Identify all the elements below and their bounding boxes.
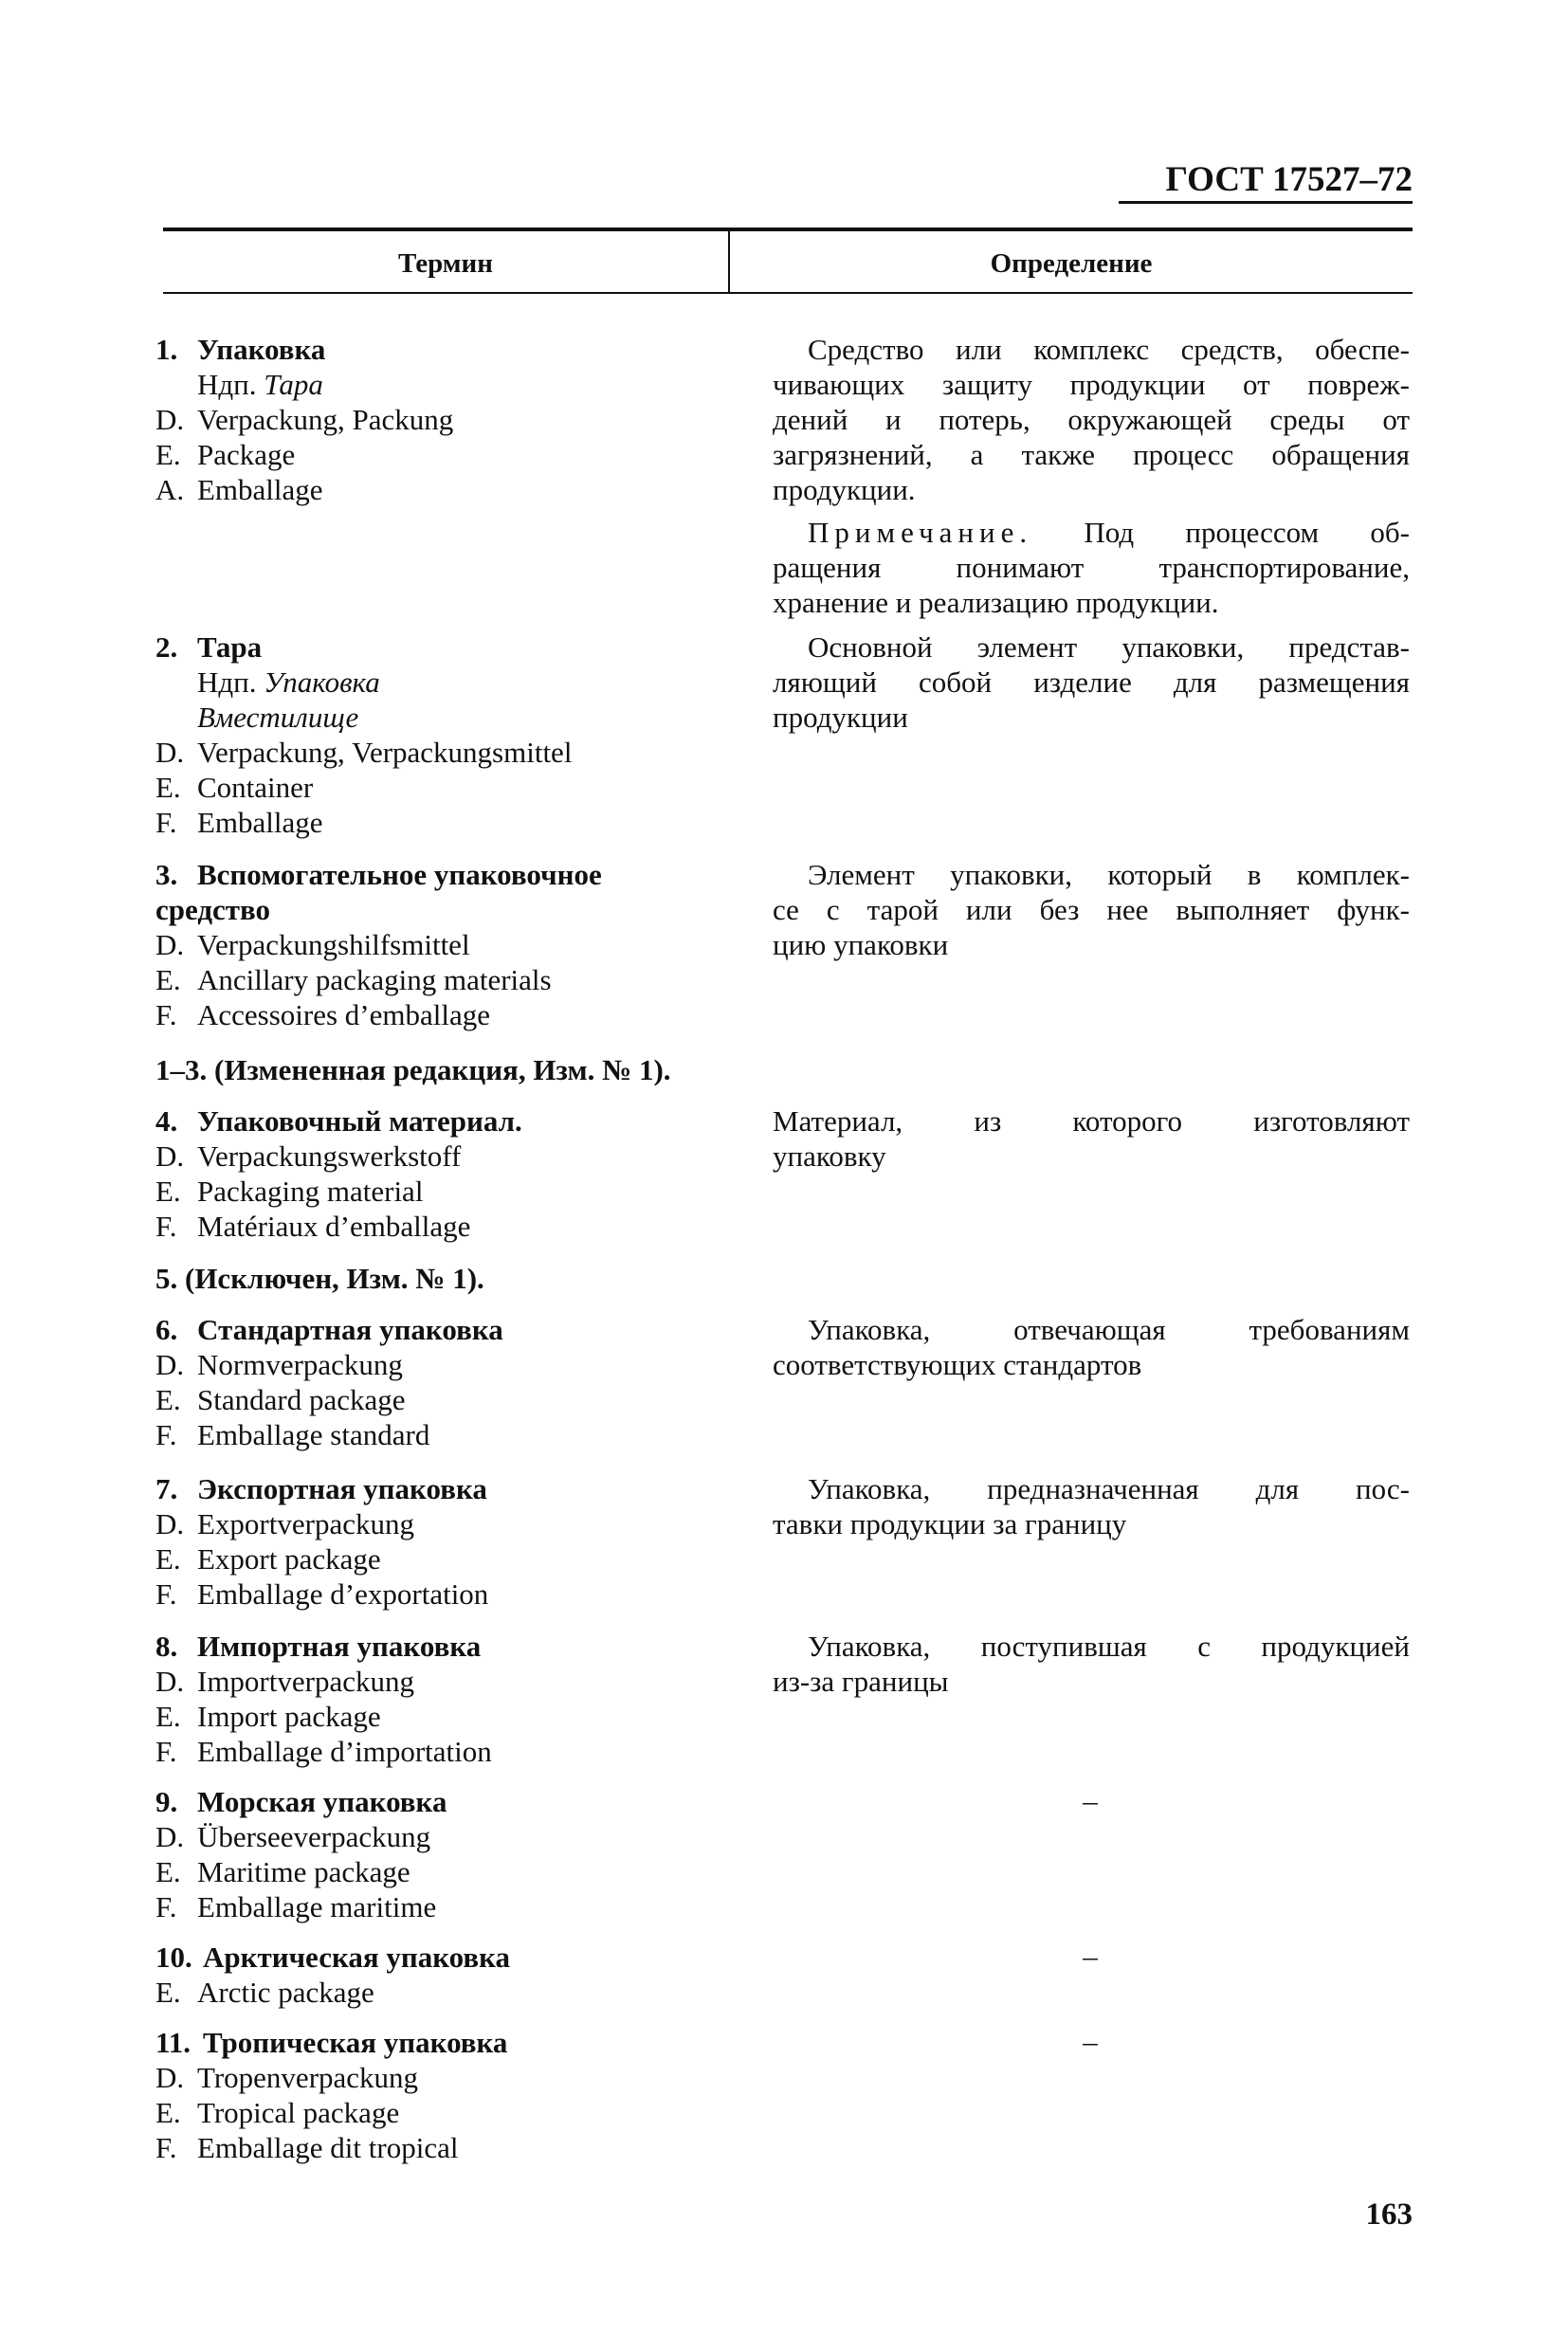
- lang-code: D.: [155, 1348, 185, 1381]
- definition-line: ляющий собой изделие для размещения: [773, 665, 1410, 699]
- term-name: Морская упаковка: [197, 1785, 447, 1818]
- lang-term: Ancillary packaging materials: [197, 963, 552, 996]
- lang-term: Accessoires d’emballage: [197, 998, 491, 1031]
- term-name-continuation: средство: [155, 893, 271, 926]
- definition-line: продукции: [773, 701, 908, 734]
- term-entry-1: [155, 332, 762, 507]
- lang-code: F.: [155, 806, 177, 839]
- lang-code: D.: [155, 1820, 185, 1853]
- term-entry-11: [155, 2025, 762, 2165]
- definition-line: дений и потерь, окружающей среды от: [773, 403, 1410, 436]
- entry-number: 9.: [155, 1785, 178, 1818]
- lang-term: Standard package: [197, 1383, 406, 1416]
- ndp-label: Ндп.: [197, 665, 257, 699]
- term-name: Арктическая упаковка: [203, 1941, 511, 1974]
- definition-4: [773, 1103, 1410, 1174]
- definition-line: загрязнений, а также процесс обращения: [773, 438, 1410, 471]
- entry-number: 4.: [155, 1104, 178, 1138]
- definition-7: [773, 1471, 1410, 1541]
- lang-code: E.: [155, 963, 181, 996]
- amendment-note: 1–3. (Измененная редакция, Изм. № 1).: [155, 1053, 671, 1086]
- lang-code: D.: [155, 1665, 185, 1698]
- lang-code: D.: [155, 1507, 185, 1540]
- lang-term: Matériaux d’emballage: [197, 1210, 471, 1243]
- entry-number: 3.: [155, 858, 178, 891]
- definition-line: Элемент упаковки, который в комплек-: [808, 858, 1410, 891]
- term-entry-6: [155, 1312, 762, 1452]
- lang-code: E.: [155, 438, 181, 471]
- term-name: Тропическая упаковка: [203, 2026, 508, 2059]
- lang-term: Exportverpackung: [197, 1507, 414, 1540]
- lang-term: Import package: [197, 1700, 381, 1733]
- definition-line: цию упаковки: [773, 928, 949, 961]
- lang-code: F.: [155, 998, 177, 1031]
- definition-line: Материал, из которого изготовляют: [773, 1104, 1410, 1138]
- lang-term: Verpackungswerkstoff: [197, 1139, 462, 1173]
- term-entry-8: [155, 1629, 762, 1769]
- definition-2: [773, 629, 1410, 735]
- lang-term: Normverpackung: [197, 1348, 403, 1381]
- ndp-term: Вместилище: [197, 701, 359, 734]
- lang-code: F.: [155, 1418, 177, 1451]
- column-header-definition: Определение: [990, 248, 1153, 279]
- term-entry-10: [155, 1940, 762, 2010]
- lang-code: E.: [155, 1542, 181, 1576]
- definition-dash-11: –: [1083, 2025, 1098, 2058]
- lang-term: Export package: [197, 1542, 381, 1576]
- lang-term: Verpackung, Packung: [197, 403, 454, 436]
- lang-term: Container: [197, 771, 314, 804]
- term-name: Вспомогательное упаковочное: [197, 858, 602, 891]
- definition-line: тавки продукции за границу: [773, 1507, 1127, 1540]
- term-entry-7: [155, 1471, 762, 1612]
- page-number: 163: [1365, 2197, 1413, 2232]
- note-line: [773, 515, 1410, 550]
- table-header-bottom-rule: [163, 292, 1413, 294]
- definition-1: [773, 332, 1410, 620]
- lang-term: Überseeverpackung: [197, 1820, 431, 1853]
- lang-code: D.: [155, 928, 185, 961]
- document-code-underline: [1119, 201, 1413, 204]
- lang-code: F.: [155, 1577, 177, 1611]
- definition-3: [773, 857, 1410, 962]
- definition-line: упаковку: [773, 1139, 886, 1173]
- definition-line: из-за границы: [773, 1665, 949, 1698]
- lang-code: F.: [155, 2131, 177, 2164]
- term-entry-2: [155, 629, 762, 840]
- definition-line: Упаковка, поступившая с продукцией: [808, 1630, 1410, 1663]
- lang-code: D.: [155, 1139, 185, 1173]
- lang-term: Emballage: [197, 473, 323, 506]
- lang-code: E.: [155, 1976, 181, 2009]
- entry-number: 8.: [155, 1630, 178, 1663]
- lang-code: F.: [155, 1210, 177, 1243]
- lang-code: E.: [155, 1175, 181, 1208]
- lang-term: Emballage dit tropical: [197, 2131, 459, 2164]
- note-line: хранение и реализацию продукции.: [773, 586, 1219, 619]
- ndp-term: Упаковка: [264, 665, 380, 699]
- ndp-label: Ндп.: [197, 368, 257, 401]
- note-line: ращения понимают транспортирование,: [773, 551, 1410, 584]
- definition-6: [773, 1312, 1410, 1382]
- term-name: Импортная упаковка: [197, 1630, 482, 1663]
- term-entry-3: [155, 857, 762, 1032]
- term-name: Стандартная упаковка: [197, 1313, 503, 1346]
- table-header-top-rule: [163, 228, 1413, 231]
- definition-line: се с тарой или без нее выполняет функ-: [773, 893, 1410, 926]
- term-name: Тара: [197, 630, 263, 664]
- lang-term: Packaging material: [197, 1175, 424, 1208]
- entry-number: 2.: [155, 630, 178, 664]
- lang-term: Emballage d’importation: [197, 1735, 492, 1768]
- lang-code: E.: [155, 1383, 181, 1416]
- exclusion-note: 5. (Исключен, Изм. № 1).: [155, 1262, 484, 1295]
- term-name: Экспортная упаковка: [197, 1472, 487, 1505]
- term-entry-9: [155, 1784, 762, 1924]
- note-label: Примечание.: [808, 516, 1033, 549]
- lang-term: Emballage d’exportation: [197, 1577, 489, 1611]
- entry-number: 10.: [155, 1941, 192, 1974]
- definition-line: Средство или комплекс средств, обеспе-: [808, 333, 1410, 366]
- lang-code: F.: [155, 1735, 177, 1768]
- definition-8: [773, 1629, 1410, 1699]
- definition-dash-10: –: [1083, 1940, 1098, 1973]
- lang-term: Importverpackung: [197, 1665, 414, 1698]
- lang-code: D.: [155, 403, 185, 436]
- lang-code: F.: [155, 1890, 177, 1923]
- lang-code: D.: [155, 736, 185, 769]
- document-code: ГОСТ 17527–72: [1165, 160, 1413, 199]
- definition-line: продукции.: [773, 473, 916, 506]
- lang-term: Emballage standard: [197, 1418, 430, 1451]
- term-entry-4: [155, 1103, 762, 1244]
- definition-line: Упаковка, отвечающая требованиям: [808, 1313, 1410, 1346]
- lang-term: Arctic package: [197, 1976, 374, 2009]
- lang-term: Tropical package: [197, 2096, 400, 2129]
- lang-term: Package: [197, 438, 296, 471]
- entry-number: 11.: [155, 2026, 191, 2059]
- definition-line: чивающих защиту продукции от повреж-: [773, 368, 1410, 401]
- entry-number: 1.: [155, 333, 178, 366]
- definition-line: Основной элемент упаковки, представ-: [808, 630, 1410, 664]
- column-header-term: Термин: [398, 248, 493, 279]
- lang-code: A.: [155, 473, 185, 506]
- definition-line: соответствующих стандартов: [773, 1348, 1142, 1381]
- lang-term: Verpackungshilfsmittel: [197, 928, 470, 961]
- ndp-term: Тара: [264, 368, 323, 401]
- note-text: Под процессом об-: [1084, 516, 1410, 549]
- lang-code: E.: [155, 1855, 181, 1888]
- entry-number: 7.: [155, 1472, 178, 1505]
- lang-term: Verpackung, Verpackungsmittel: [197, 736, 573, 769]
- lang-code: E.: [155, 1700, 181, 1733]
- lang-term: Emballage: [197, 806, 323, 839]
- definition-dash-9: –: [1083, 1784, 1098, 1817]
- lang-code: E.: [155, 771, 181, 804]
- definition-line: Упаковка, предназначенная для пос-: [808, 1472, 1410, 1505]
- lang-code: D.: [155, 2061, 185, 2094]
- lang-term: Maritime package: [197, 1855, 410, 1888]
- term-name: Упаковочный материал.: [197, 1104, 522, 1138]
- lang-code: E.: [155, 2096, 181, 2129]
- lang-term: Emballage maritime: [197, 1890, 437, 1923]
- term-name: Упаковка: [197, 333, 326, 366]
- lang-term: Tropenverpackung: [197, 2061, 419, 2094]
- entry-number: 6.: [155, 1313, 178, 1346]
